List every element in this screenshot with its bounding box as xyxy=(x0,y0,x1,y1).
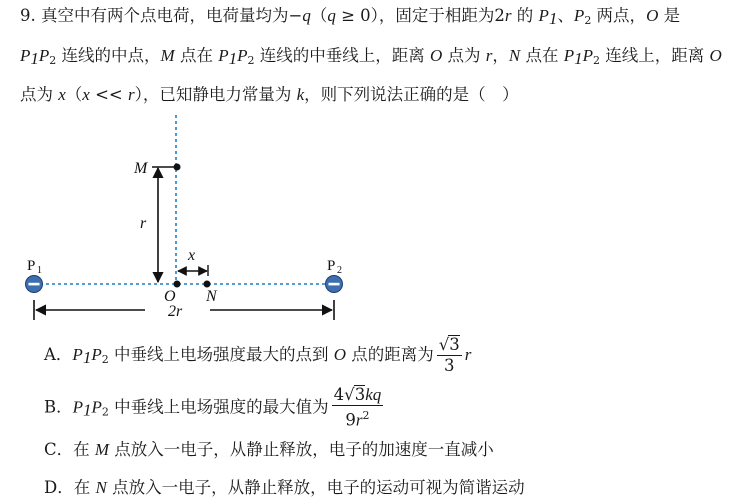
option-c xyxy=(44,436,494,460)
math-var: N xyxy=(95,478,107,497)
math-var: O xyxy=(333,345,346,364)
math-var: N xyxy=(508,46,521,65)
label-p2-sub: 2 xyxy=(337,265,342,276)
math-var: O xyxy=(646,6,659,25)
math-var: P xyxy=(237,46,248,65)
option-text: 在 xyxy=(73,440,95,459)
sqrt-radicand: 3 xyxy=(449,335,460,354)
math-var: P xyxy=(72,397,84,417)
stem-text: 点为 xyxy=(20,85,59,104)
math-sub: 1 xyxy=(228,49,238,68)
question-number: 9. xyxy=(20,6,36,25)
option-letter: A． xyxy=(44,345,73,364)
math-sub: 1 xyxy=(30,49,39,68)
stem-text: 连线上，距离 xyxy=(600,46,710,65)
math-sub: 2 xyxy=(584,14,592,27)
math-symbol: ≥ 0 xyxy=(335,6,371,25)
stem-text: 连线的中点， xyxy=(56,46,161,65)
math-var: k xyxy=(296,85,305,104)
option-a xyxy=(44,335,471,376)
stem-text: 点在 xyxy=(520,46,564,65)
math-sub: 1 xyxy=(574,49,583,68)
label-m: M xyxy=(134,160,148,177)
math-var: P xyxy=(538,6,549,25)
math-sub: 1 xyxy=(83,400,92,420)
math-var: x xyxy=(82,85,90,104)
math-var: M xyxy=(160,46,175,65)
option-text: 中垂线上电场强度最大的点到 xyxy=(108,345,334,364)
math-var: P xyxy=(218,46,229,65)
stem-text: ），固定于相距为 xyxy=(370,6,495,25)
option-text: 点的距离为 xyxy=(345,345,434,364)
option-b xyxy=(44,385,386,431)
point-m xyxy=(174,164,181,171)
stem-text: ），已知静电力常量为 xyxy=(134,85,297,104)
math-sub: 2 xyxy=(101,405,109,419)
label-r: r xyxy=(140,215,147,232)
label-n: N xyxy=(206,288,217,305)
option-text: 在 xyxy=(73,478,96,497)
option-d xyxy=(44,474,525,498)
math-number: 4 xyxy=(333,385,345,404)
sqrt-radicand: 3 xyxy=(354,385,366,404)
option-letter: D． xyxy=(44,478,74,497)
math-exponent: 2 xyxy=(362,409,370,422)
stem-text: 点在 xyxy=(174,46,219,65)
math-var: r xyxy=(127,85,135,104)
stem-text: 点为 xyxy=(442,46,486,65)
math-var: P xyxy=(91,397,102,417)
option-text: 点放入一电子，从静止释放，电子的加速度一直减小 xyxy=(109,440,494,459)
stem-text: ，则下列说法正确的是（ ） xyxy=(304,85,519,104)
math-var: M xyxy=(94,440,110,459)
fraction xyxy=(332,385,384,431)
question-line-3 xyxy=(20,84,519,106)
math-var: P xyxy=(563,46,575,65)
math-var: O xyxy=(709,46,722,65)
math-sub: 1 xyxy=(82,348,92,367)
point-o xyxy=(174,281,181,288)
math-var: q xyxy=(327,6,336,25)
math-var: O xyxy=(429,46,443,65)
math-var: P xyxy=(38,46,50,65)
stem-text: （ xyxy=(65,85,83,104)
stem-text: ， xyxy=(492,46,509,65)
math-number: 2 xyxy=(494,6,505,25)
math-var: kq xyxy=(365,385,382,404)
math-var: P xyxy=(91,345,102,364)
math-sub: 2 xyxy=(101,353,109,366)
label-p1: P xyxy=(27,258,36,274)
stem-text: 的 xyxy=(511,6,539,25)
question-line-1 xyxy=(20,5,680,32)
label-p1-sub: 1 xyxy=(37,265,42,276)
stem-text: 、 xyxy=(557,6,574,25)
fraction-denominator: 3 xyxy=(443,356,455,375)
math-symbol: − xyxy=(288,6,303,25)
fraction xyxy=(437,335,462,376)
math-var: q xyxy=(302,6,311,25)
math-var: r xyxy=(485,46,493,65)
math-sub: 2 xyxy=(247,54,255,67)
minus-icon xyxy=(329,283,340,286)
option-letter: B． xyxy=(44,397,73,417)
math-var: P xyxy=(72,345,83,364)
label-2r: 2r xyxy=(168,303,183,320)
stem-text: 真空中有两个点电荷，电荷量均为 xyxy=(41,6,289,25)
math-number: 9 xyxy=(345,410,356,430)
math-var: r xyxy=(464,345,472,364)
option-text: 点放入一电子，从静止释放，电子的运动可视为简谐运动 xyxy=(106,478,525,497)
math-sub: 2 xyxy=(593,54,601,67)
math-symbol: << xyxy=(89,85,128,104)
math-var: P xyxy=(20,46,31,65)
minus-icon xyxy=(29,283,40,286)
fraction-numerator: 4√3kq xyxy=(333,385,382,404)
label-x: x xyxy=(188,247,196,264)
label-p2: P xyxy=(327,258,336,274)
fraction-numerator: √3 xyxy=(438,335,460,354)
fraction-denominator xyxy=(332,406,384,431)
stem-text: 两点， xyxy=(591,6,647,25)
math-sub: 2 xyxy=(49,54,57,67)
math-var: P xyxy=(573,6,585,25)
math-var: r xyxy=(504,6,512,25)
math-var: P xyxy=(582,46,594,65)
math-var: x xyxy=(58,85,66,104)
stem-text: 是 xyxy=(658,6,681,25)
stem-text: 连线的中垂线上，距离 xyxy=(254,46,430,65)
point-n xyxy=(204,281,211,288)
stem-text: （ xyxy=(310,6,328,25)
math-sub: 1 xyxy=(548,9,558,28)
math-var: r xyxy=(355,410,363,430)
question-line-2 xyxy=(20,45,722,72)
label-o: O xyxy=(164,288,176,305)
option-letter: C． xyxy=(44,440,74,459)
option-text: 中垂线上电场强度的最大值为 xyxy=(108,397,329,417)
